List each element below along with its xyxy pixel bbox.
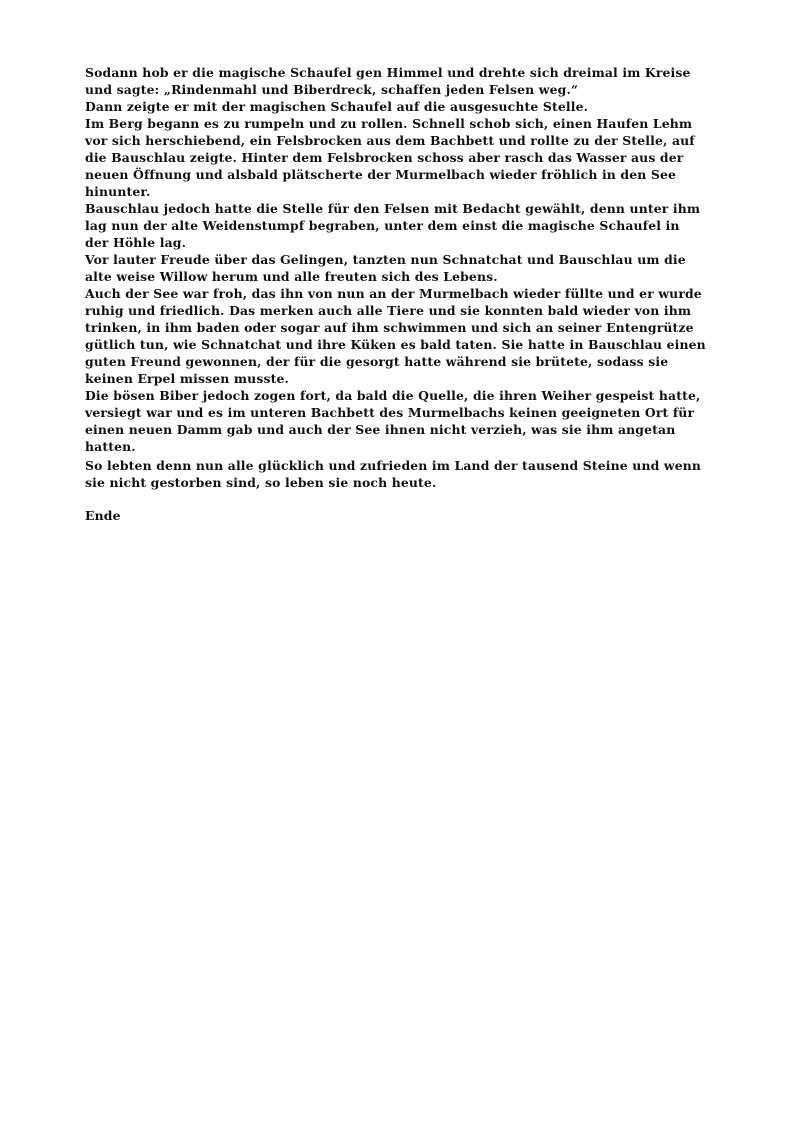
- closing-word: Ende: [85, 508, 121, 523]
- paragraph-rock-moves: Im Berg begann es zu rumpeln und zu rollen. Schnell schob sich, einen Haufen Lehm vor sich herschiebend, ein Felsbrocken aus dem Bachbett und rollte zu der Stelle, auf die Bauschlau zeigte. Hinter dem Felsbrocken schoss aber rasch das Wasser aus der neuen Öffnung und alsbald plätscherte der Murmelbach wieder fröhlich in den See hinunter.: [85, 116, 695, 199]
- paragraph-magic-shovel: Sodann hob er die magische Schaufel gen Himmel und drehte sich dreimal im Kreise und sagte: „Rindenmahl und Biberdreck, schaffen jeden Felsen weg.“: [85, 65, 691, 97]
- story-text: [85, 64, 707, 524]
- paragraph-lake-happy: Auch der See war froh, das ihn von nun an der Murmelbach wieder füllte und er wurde ruhig und friedlich. Das merken auch alle Tiere und sie konnten bald wieder von ihm trinken, in ihm baden oder sogar auf ihm schwimmen und sich an seiner Entengrütze gütlich tun, wie Schnatchat und ihre Küken es bald taten. Sie hatte in Bauschlau einen guten Freund gewonnen, der für die gesorgt hatte während sie brütete, sodass sie keinen Erpel missen musste.: [85, 286, 706, 386]
- paragraph-point-to-spot: Dann zeigte er mit der magischen Schaufel auf die ausgesuchte Stelle.: [85, 99, 589, 114]
- paragraph-willow-stump: Bauschlau jedoch hatte die Stelle für den Felsen mit Bedacht gewählt, denn unter ihm lag nun der alte Weidenstumpf begraben, unter dem einst die magische Schaufel in der Höhle lag.: [85, 201, 701, 250]
- paragraph-beavers-leave: Die bösen Biber jedoch zogen fort, da bald die Quelle, die ihren Weiher gespeist hatte, versiegt war und es im unteren Bachbett des Murmelbachs keinen geeigneten Ort für einen neuen Damm gab und auch der See ihnen nicht verzieh, was sie ihm angetan hatten.: [85, 388, 701, 454]
- paragraph-celebration: Vor lauter Freude über das Gelingen, tanzten nun Schnatchat und Bauschlau um die alte weise Willow herum und alle freuten sich des Lebens.: [85, 252, 686, 284]
- paragraph-happy-ending: So lebten denn nun alle glücklich und zufrieden im Land der tausend Steine und wenn sie nicht gestorben sind, so leben sie noch heute.: [85, 458, 702, 490]
